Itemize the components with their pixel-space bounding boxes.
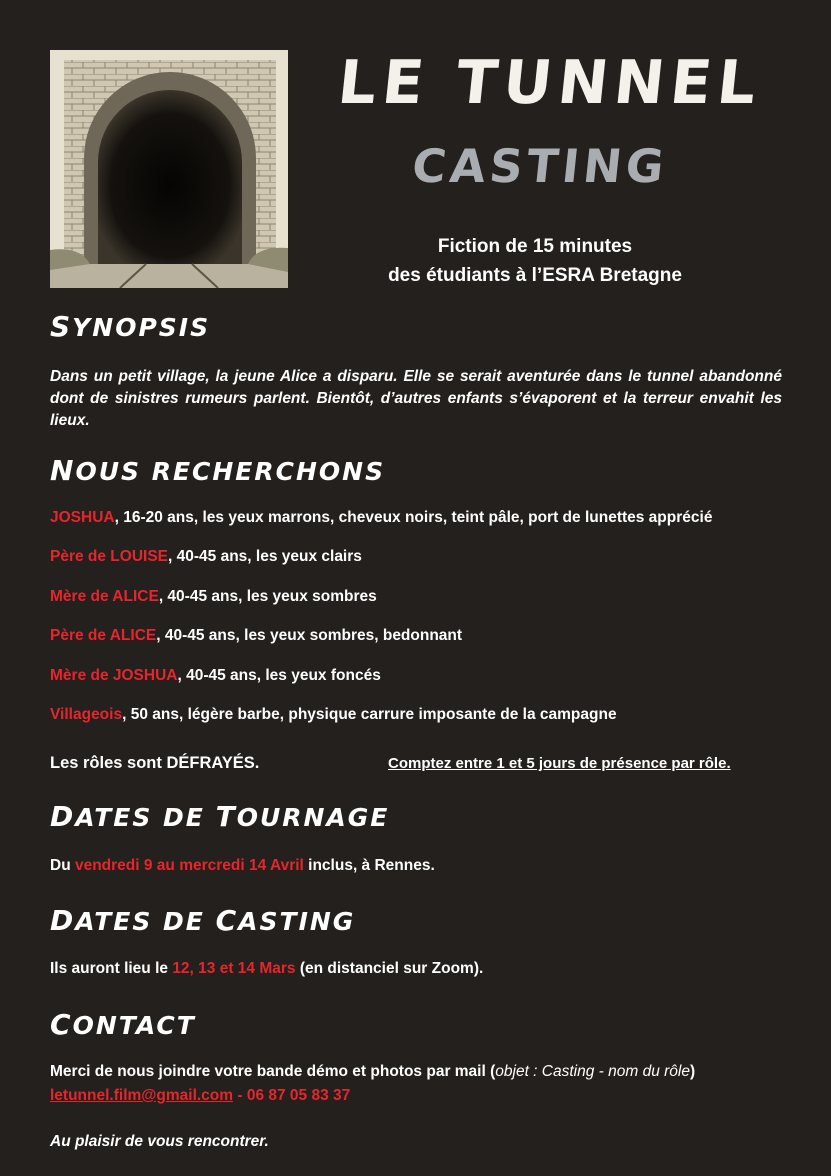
role-item: Père de ALICE, 40-45 ans, les yeux sombres, bedonnant xyxy=(50,627,463,644)
role-name: JOSHUA xyxy=(50,509,115,526)
shooting-dates-text: Du vendredi 9 au mercredi 14 Avril inclus, à Rennes. xyxy=(50,857,435,874)
role-item: Mère de JOSHUA, 40-45 ans, les yeux foncés xyxy=(50,667,381,684)
role-name: Mère de JOSHUA xyxy=(50,667,178,684)
presence-note: Comptez entre 1 et 5 jours de présence par rôle. xyxy=(388,755,731,772)
shooting-dates-heading: DATES DE TOURNAGE xyxy=(50,800,390,833)
tagline xyxy=(330,232,740,290)
poster-subtitle: CASTING xyxy=(409,139,671,193)
tunnel-photo xyxy=(50,50,288,288)
contact-instructions: Merci de nous joindre votre bande démo et photos par mail (objet : Casting - nom du rôle) xyxy=(50,1063,696,1080)
poster-title: LE TUNNEL xyxy=(334,48,766,118)
role-name: Père de ALICE xyxy=(50,627,157,644)
email-link[interactable]: letunnel.film@gmail.com xyxy=(50,1087,234,1104)
shooting-dates: vendredi 9 au mercredi 14 Avril xyxy=(74,857,304,874)
role-item: Père de LOUISE, 40-45 ans, les yeux clairs xyxy=(50,548,362,565)
contact-details xyxy=(50,1087,350,1105)
synopsis-heading: SYNOPSIS xyxy=(50,310,211,343)
tagline-line-1: Fiction de 15 minutes xyxy=(437,236,633,257)
defrayed-note: Les rôles sont DÉFRAYÉS. xyxy=(50,754,260,772)
tunnel-image xyxy=(50,50,288,288)
casting-dates: 12, 13 et 14 Mars xyxy=(172,960,296,977)
contact-heading: CONTACT xyxy=(50,1008,196,1041)
closing-line: Au plaisir de vous rencontrer. xyxy=(50,1133,269,1150)
role-item: JOSHUA, 16-20 ans, les yeux marrons, cheveux noirs, teint pâle, port de lunettes apprécié xyxy=(50,509,713,526)
role-item: Villageois, 50 ans, légère barbe, physique carrure imposante de la campagne xyxy=(50,706,617,723)
synopsis-text: Dans un petit village, la jeune Alice a disparu. Elle se serait aventurée dans le tunnel abandonné dont de sinistres rumeurs parlent. Bientôt, d’autres enfants s’évaporent et la terreur envahit les lieux. xyxy=(50,368,782,429)
tagline-line-2: des étudiants à l’ESRA Bretagne xyxy=(388,265,682,286)
role-name: Père de LOUISE xyxy=(50,548,169,565)
role-item: Mère de ALICE, 40-45 ans, les yeux sombres xyxy=(50,588,377,605)
phone-number: - 06 87 05 83 37 xyxy=(233,1087,351,1104)
role-name: Mère de ALICE xyxy=(50,588,159,605)
roles-heading: NOUS RECHERCHONS xyxy=(50,454,386,487)
role-name: Villageois xyxy=(50,706,123,723)
casting-dates-text: Ils auront lieu le 12, 13 et 14 Mars (en distanciel sur Zoom). xyxy=(50,960,484,977)
casting-dates-heading: DATES DE CASTING xyxy=(50,904,356,937)
